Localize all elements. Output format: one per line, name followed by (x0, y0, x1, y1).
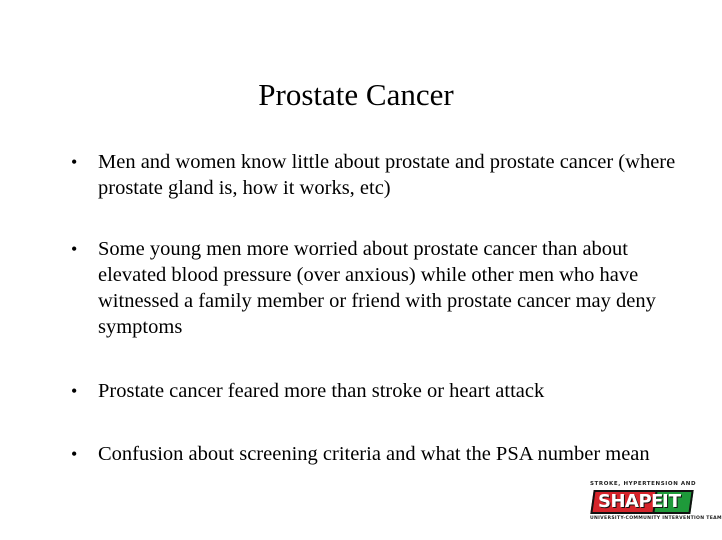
bullet-item (71, 378, 678, 404)
logo-word-it: IT (662, 491, 681, 512)
bullet-dot-icon: • (71, 152, 78, 172)
bullet-dot-icon: • (71, 444, 78, 464)
bullet-item (71, 441, 678, 467)
bullet-text: Prostate cancer feared more than stroke or heart attack (98, 380, 545, 402)
logo-bottom-text: UNIVERSITY-COMMUNITY INTERVENTION TEAM (590, 516, 722, 521)
bullet-text: Some young men more worried about prostate cancer than about elevated blood pressure (over anxious) while other men who have witnessed a family member or friend with prostate cancer may deny symptoms (98, 238, 656, 338)
logo-top-text: STROKE, HYPERTENSION AND (590, 481, 697, 487)
bullet-text: Confusion about screening criteria and what the PSA number mean (98, 443, 650, 465)
bullet-dot-icon: • (71, 381, 78, 401)
logo-word-shape: SHAPE (598, 491, 663, 512)
slide-title (0, 76, 712, 114)
shape-it-logo (586, 474, 722, 524)
slide-title-text: Prostate Cancer (258, 77, 454, 112)
bullet-item (71, 149, 678, 201)
logo-badge (592, 490, 694, 514)
bullet-dot-icon: • (71, 239, 78, 259)
bullet-text: Men and women know little about prostate and prostate cancer (where prostate gland is, how it works, etc) (98, 151, 676, 199)
bullet-item (71, 236, 678, 340)
